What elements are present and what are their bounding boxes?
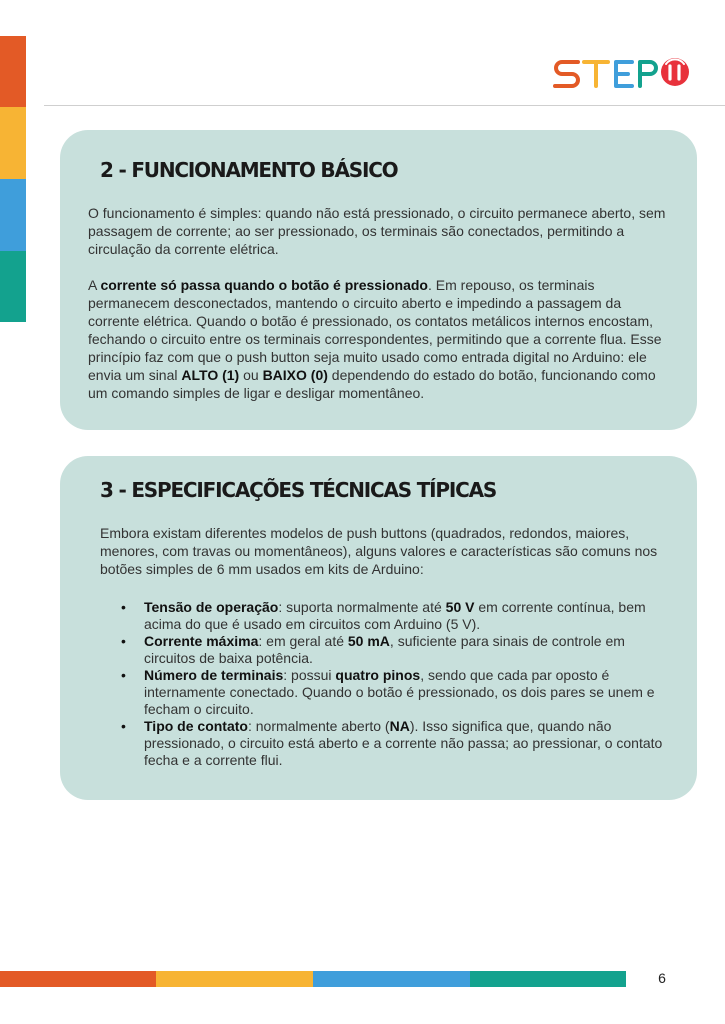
spec-label: Corrente máxima: [144, 633, 259, 649]
step-logo: [552, 48, 692, 94]
text: ). Isso significa que, quando não pressionado, o circuito está aberto e a corrente não passa; ao pressionar, o contato fecha e a corrente flui.: [144, 718, 663, 768]
bold-text: ALTO (1): [181, 367, 240, 383]
text: , suficiente para sinais de controle em circuitos de baixa potência.: [144, 633, 625, 666]
section-technical-specs: [60, 456, 697, 800]
side-strip-yellow: [0, 107, 26, 179]
footer-strip-teal: [470, 971, 626, 987]
specs-list: [100, 599, 673, 769]
spec-label: Tensão de operação: [144, 599, 279, 615]
footer-strip-blue: [313, 971, 470, 987]
bold-text: 50 V: [445, 599, 475, 615]
text: : suporta normalmente até: [278, 599, 446, 615]
text: em corrente contínua, bem acima do que é usado em circuitos com Arduino (5 V).: [144, 599, 646, 632]
bold-text: BAIXO (0): [262, 367, 328, 383]
section-2-paragraph-1: O funcionamento é simples: quando não está pressionado, o circuito permanece aberto, sem passagem de corrente; ao ser pressionado, os terminais são conectados, permitindo a circulação da corrente elétrica.: [88, 205, 666, 257]
text: A: [88, 277, 101, 293]
section-basic-operation: [60, 130, 697, 430]
bold-text: quatro pinos: [335, 667, 421, 683]
bold-text: NA: [389, 718, 410, 734]
text: : normalmente aberto (: [247, 718, 390, 734]
text: dependendo do estado do botão, funcionando como um comando simples de ligar e desligar momentâneo.: [88, 367, 656, 401]
text: . Em repouso, os terminais permanecem desconectados, mantendo o circuito aberto e impedindo a passagem da corrente elétrica. Quando o botão é pressionado, os contatos metálicos internos encostam, fechando o circuito entre os terminais correspondentes, permitindo que a corrente flua. Esse princípio faz com que o push button seja muito usado como entrada digital no Arduino: ele envia um sinal: [88, 277, 662, 383]
section-2-paragraph-2: [88, 276, 673, 402]
list-item: [144, 599, 673, 633]
footer-strip-yellow: [156, 971, 313, 987]
bold-text: corrente só passa quando o botão é pressionado: [100, 277, 428, 293]
page-number: 6: [658, 970, 666, 986]
spec-label: Número de terminais: [144, 667, 284, 683]
list-item: [144, 633, 673, 667]
list-item: [144, 718, 673, 769]
side-strip-orange: [0, 36, 26, 107]
side-strip-blue: [0, 179, 26, 251]
section-3-title: 3 - ESPECIFICAÇÕES TÉCNICAS TÍPICAS: [100, 478, 497, 502]
bold-text: 50 mA: [347, 633, 390, 649]
section-2-title: 2 - FUNCIONAMENTO BÁSICO: [100, 158, 398, 182]
side-strip-teal: [0, 251, 26, 322]
text: : em geral até: [258, 633, 348, 649]
text: ou: [239, 367, 263, 383]
text: : possui: [283, 667, 336, 683]
header-divider: [44, 105, 725, 106]
text: , sendo que cada par oposto é internamente conectado. Quando o botão é pressionado, os dois pares se unem e fecham o circuito.: [144, 667, 655, 717]
list-item: [144, 667, 673, 718]
spec-label: Tipo de contato: [144, 718, 248, 734]
footer-strip-orange: [0, 971, 156, 987]
section-3-intro: Embora existam diferentes modelos de push buttons (quadrados, redondos, maiores, menores, com travas ou momentâneos), alguns valores e características são comuns nos botões simples de 6 mm usados em kits de Arduino:: [100, 525, 658, 577]
